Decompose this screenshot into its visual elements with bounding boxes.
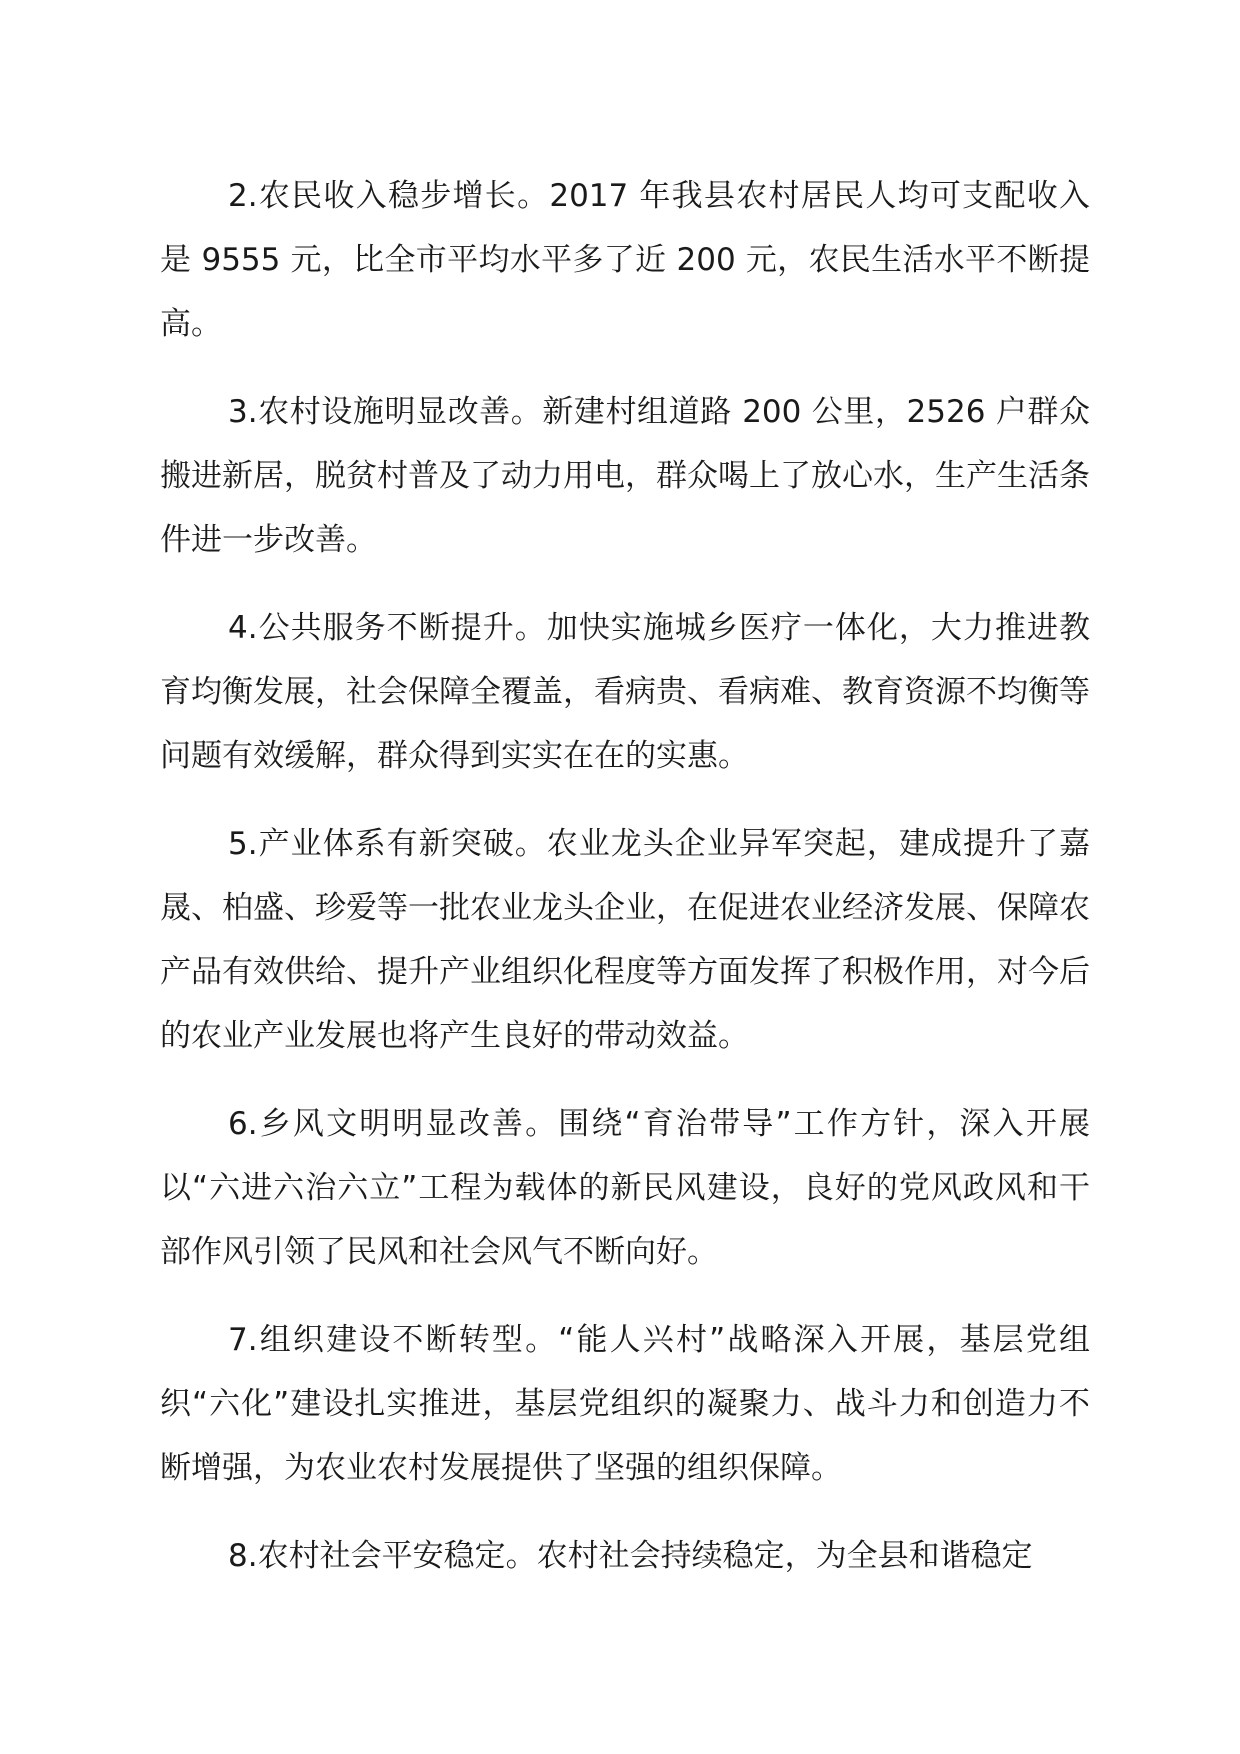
paragraph-rural-civility: 6.乡风文明明显改善。围绕“育治带导”工作方针，深入开展以“六进六治六立”工程为载体的新民风建设，良好的党风政风和干部作风引领了民风和社会风气不断向好。 — [160, 1106, 1090, 1270]
paragraph-farmer-income: 2.农民收入稳步增长。2017 年我县农村居民人均可支配收入是 9555 元，比全市平均水平多了近 200 元，农民生活水平不断提高。 — [160, 178, 1090, 342]
paragraph-organization-building: 7.组织建设不断转型。“能人兴村”战略深入开展，基层党组织“六化”建设扎实推进，基层党组织的凝聚力、战斗力和创造力不断增强，为农业农村发展提供了坚强的组织保障。 — [160, 1322, 1090, 1486]
paragraph-public-services: 4.公共服务不断提升。加快实施城乡医疗一体化，大力推进教育均衡发展，社会保障全覆盖，看病贵、看病难、教育资源不均衡等问题有效缓解，群众得到实实在在的实惠。 — [160, 610, 1090, 774]
paragraph-rural-facilities: 3.农村设施明显改善。新建村组道路 200 公里，2526 户群众搬进新居，脱贫村普及了动力用电，群众喝上了放心水，生产生活条件进一步改善。 — [160, 394, 1090, 558]
paragraph-industry-system: 5.产业体系有新突破。农业龙头企业异军突起，建成提升了嘉晟、柏盛、珍爱等一批农业龙头企业，在促进农业经济发展、保障农产品有效供给、提升产业组织化程度等方面发挥了积极作用，对今后的农业产业发展也将产生良好的带动效益。 — [160, 826, 1090, 1054]
document-body — [160, 164, 1090, 1588]
paragraph-rural-stability: 8.农村社会平安稳定。农村社会持续稳定，为全县和谐稳定 — [228, 1538, 1033, 1574]
